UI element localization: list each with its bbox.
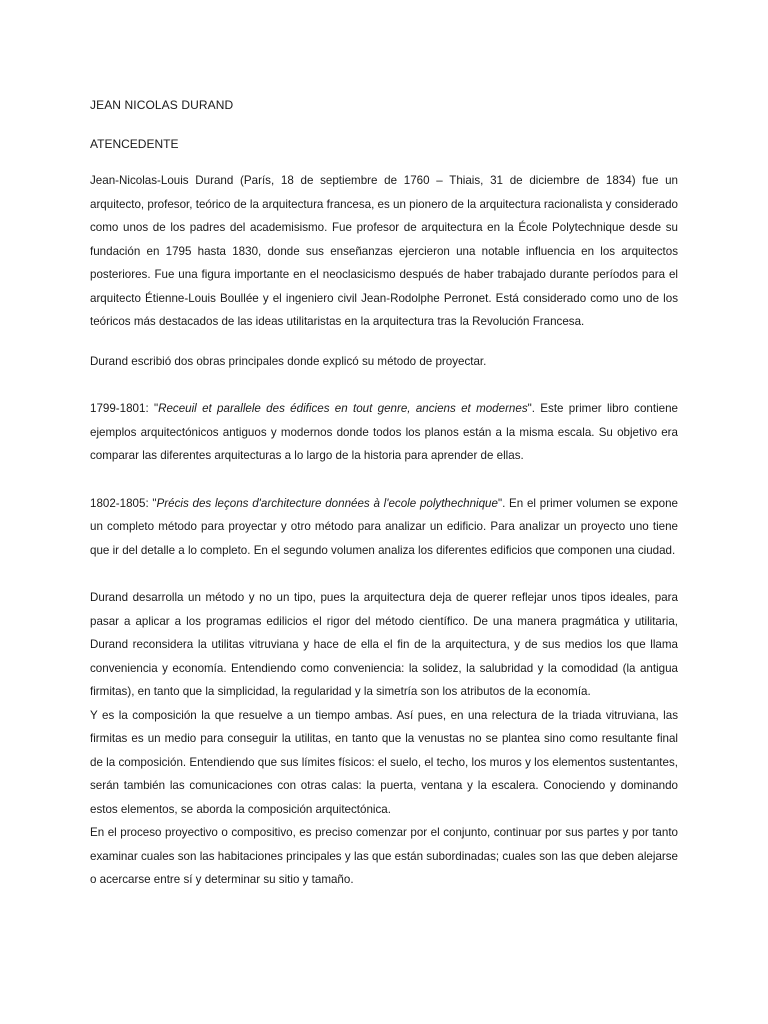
paragraph-works-intro: Durand escribió dos obras principales donde explicó su método de proyectar.: [90, 354, 487, 368]
paragraph-method: Durand desarrolla un método y no un tipo, pues la arquitectura deja de querer reflejar unos tipos ideales, para pasar a aplicar a los programas edilicios el rigor del método científico. De una manera pragmática y utilitaria, Durand reconsidera la utilitas vitruviana y hace de ella el fin de la arquitectura, y de sus medios los que llama conveniencia y economía. Entendiendo como conveniencia: la solidez, la salubridad y la comodidad (la antigua firmitas), en tanto que la simplicidad, la regularidad y la simetría son los atributos de la economía.: [90, 591, 678, 698]
paragraph-composition: Y es la composición la que resuelve a un tiempo ambas. Así pues, en una relectura de la triada vitruviana, las firmitas es un medio para conseguir la utilitas, en tanto que la venustas no se plantea sino como resultante final de la composición. Entendiendo que sus límites físicos: el suelo, el techo, los muros y los elementos sustentantes, serán también las comunicaciones con otras calas: la puerta, ventana y la escalera. Conociendo y dominando estos elementos, se aborda la composición arquitectónica.: [90, 708, 678, 816]
work-1802-prefix: 1802-1805: ": [90, 496, 157, 510]
work-1799-prefix: 1799-1801: ": [90, 402, 159, 415]
paragraph-biography: Jean-Nicolas-Louis Durand (París, 18 de septiembre de 1760 – Thiais, 31 de diciembre de 1834) fue un arquitecto, profesor, teórico de la arquitectura francesa, es un pionero de la arquitectura racionalista y considerado como unos de los padres del academisismo. Fue profesor de arquitectura en la École Polytechnique desde su fundación en 1795 hasta 1830, donde sus enseñanzas ejercieron una notable influencia en los arquitectos posteriores. Fue una figura importante en el neoclasicismo después de haber trabajado durante períodos para el arquitecto Étienne-Louis Boullée y el ingeniero civil Jean-Rodolphe Perronet. Está considerado como uno de los teóricos más destacados de las ideas utilitaristas en la arquitectura tras la Revolución Francesa.: [90, 174, 678, 328]
paragraph-process: En el proceso proyectivo o compositivo, es preciso comenzar por el conjunto, continuar por sus partes y por tanto examinar cuales son las habitaciones principales y las que están subordinadas; cuales son las que deben alejarse o acercarse entre sí y determinar su sitio y tamaño.: [90, 826, 678, 886]
document-title: JEAN NICOLAS DURAND: [90, 98, 234, 112]
document-page: [90, 94, 678, 892]
work-1802-title: Précis des leçons d'architecture données à l'ecole polythechnique: [156, 496, 498, 510]
work-1799-description: ". Este primer libro contiene ejemplos arquitectónicos antiguos y modernos donde todos los planos están a la misma escala. Su objetivo era comparar las diferentes arquitecturas a lo largo de la historia para aprender de ellas.: [90, 402, 678, 462]
paragraph-work-1802: [90, 492, 678, 563]
section-heading: ATENCEDENTE: [90, 136, 179, 151]
paragraph-work-1799: [90, 397, 678, 468]
work-1799-title: Receuil et parallele des édifices en tout genre, anciens et modernes: [158, 402, 528, 415]
work-1802-description: ". En el primer volumen se expone un completo método para proyectar y otro método para analizar un edificio. Para analizar un proyecto uno tiene que ir del detalle a lo completo. En el segundo volumen analiza los diferentes edificios que componen una ciudad.: [90, 496, 678, 557]
